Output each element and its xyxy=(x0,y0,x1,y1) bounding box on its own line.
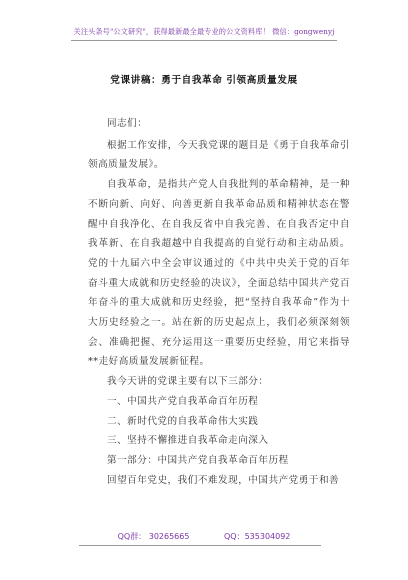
footer-qq-group: QQ群： 30265665 xyxy=(117,532,190,541)
footer-contacts xyxy=(0,531,408,542)
footer-qq: QQ：535304092 xyxy=(224,532,291,541)
salutation: 同志们： xyxy=(107,118,148,129)
outline-item-2: 二、新时代党的自我革命伟大实践 xyxy=(107,415,259,427)
header-divider xyxy=(71,40,337,41)
document-body xyxy=(88,114,350,490)
paragraph-history: 回望百年党史，我们不难发现，中国共产党勇于和善 xyxy=(107,474,340,486)
document-title: 党课讲稿：勇于自我革命 引领高质量发展 xyxy=(110,75,298,86)
footer-divider xyxy=(79,545,321,546)
paragraph-outline-lead: 我今天讲的党课主要有以下三部分： xyxy=(107,376,269,388)
outline-item-1: 一、中国共产党自我革命百年历程 xyxy=(107,395,259,407)
paragraph-intro: 根据工作安排，今天我党课的题目是《勇于自我革命引领高质量发展》。 xyxy=(88,139,350,171)
outline-item-3: 三、坚持不懈推进自我革命走向深入 xyxy=(107,435,269,447)
section-heading-part-1: 第一部分：中国共产党自我革命百年历程 xyxy=(107,454,289,466)
header-note: 关注头条号"公文研究"，获得最新最全最专业的公文资料库！ 微信：gongwenyj xyxy=(73,27,335,36)
paragraph-self-revolution: 自我革命，是指共产党人自我批判的革命精神，是一种不断向新、向好、向善更新自我革命品质和精神状态在警醒中自我净化、在自我反省中自我完善、在自我否定中自我革新、在自我超越中自我提高的自觉行动和主动品质。党的十九届六中全会审议通过的《中共中央关于党的百年奋斗重大成就和历史经验的决议》，全面总结中国共产党百年奋斗的重大成就和历史经验，把“坚持自我革命”作为十大历史经验之一。站在新的历史起点上，我们必须深刻领会、准确把握、充分运用这一重要历史经验，用它来指导**走好高质量发展新征程。 xyxy=(88,179,350,368)
